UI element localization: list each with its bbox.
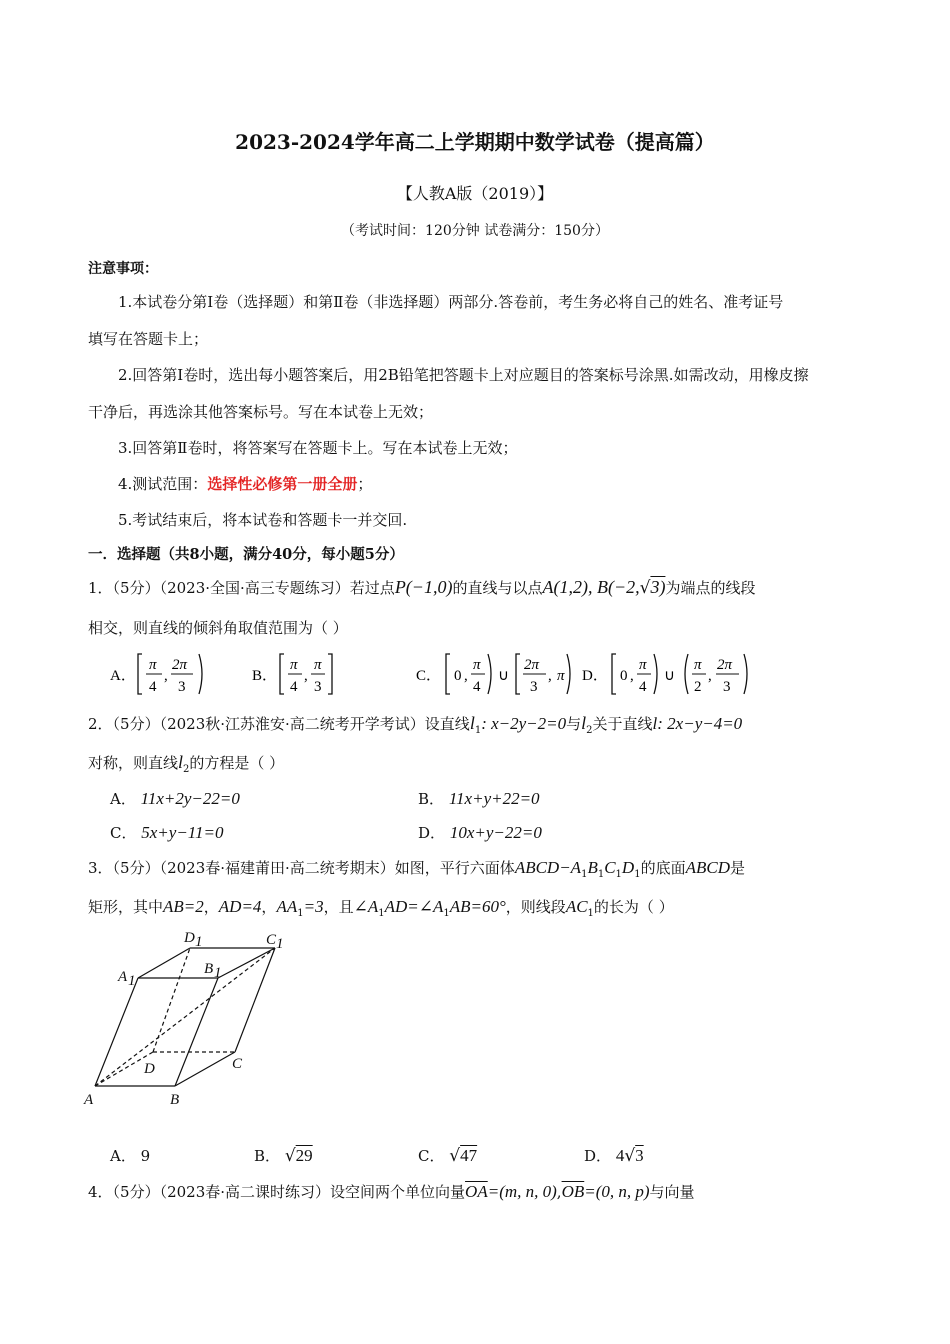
q1-option-a-label[interactable]: A． (110, 668, 136, 684)
q2-c-label: C． (110, 824, 137, 842)
q2-a-label: A． (110, 790, 136, 808)
label-a1: A (118, 969, 128, 985)
q4-oa: $\overline{OA}$ (465, 1182, 488, 1201)
q3-sub-d1: 1 (634, 869, 641, 880)
question-3-line-1: 3．（5分）（2023春·福建莆田·高二统考期末）如图，平行六面体$ABCD-A_1B_1C_1D_1$的底面ABCD是 (88, 858, 745, 880)
q2-l1-sub: 1 (474, 725, 482, 736)
q3-line2-a: 矩形，其中 (88, 898, 164, 916)
q3-angle2-sub: 1 (443, 908, 450, 919)
q1-b-num1: π (290, 657, 298, 673)
q3-ac1: AC (565, 897, 588, 916)
q1-a-paren-right (199, 654, 202, 694)
q2-l2-sub: 2 (586, 725, 593, 736)
q3-b-label: B． (254, 1147, 281, 1165)
label-c1-sub: 1 (276, 936, 284, 952)
q3-sep1: ， (203, 898, 219, 916)
q3-base: ABCD (685, 858, 730, 877)
question-2-line-2 (88, 752, 284, 775)
edge-b1c1 (218, 948, 275, 978)
q1-d-bracket-left (612, 654, 616, 694)
q1-c-comma2: , (548, 668, 552, 684)
q1-d-union: ∪ (664, 668, 675, 684)
q1-a-comma: , (164, 668, 168, 684)
q2-mid2: 关于直线 (592, 715, 653, 733)
question-3-line-2 (88, 896, 674, 919)
q3-option-d[interactable] (584, 1145, 644, 1166)
q3-b-sqrt-icon: √ (284, 1146, 296, 1166)
note-4-suffix: ； (357, 475, 373, 493)
q4-ob: $\overline{OB}$ (561, 1182, 585, 1201)
q2-c-value: 5x+y−11=0 (141, 823, 224, 842)
q3-ask: ，则线段 (505, 898, 566, 916)
q1-a-den1: 4 (149, 679, 157, 695)
exam-time-info: （考试时间：120分钟 试卷满分：150分） (341, 223, 609, 239)
note-5: 5.考试结束后，将本试卷和答题卡一并交回. (118, 511, 408, 529)
q2-d-label: D． (418, 824, 446, 842)
q3-meta: （5分）（2023春·福建莆田·高二统考期末）如图，平行六面体 (112, 859, 515, 877)
q3-sub-b1: 1 (597, 869, 605, 880)
label-b: B (170, 1092, 180, 1108)
parallelepiped-figure (80, 926, 300, 1108)
q3-ask-end: 的长为（ ） (593, 898, 674, 916)
q3-ad: AD=4 (218, 897, 262, 916)
q4-meta: （5分）（2023春·高二课时练习）设空间两个单位向量 (112, 1183, 466, 1201)
q1-c-paren-right2 (567, 654, 570, 694)
q3-sub-c1: 1 (615, 869, 622, 880)
q4-end: 与向量 (649, 1183, 695, 1201)
note-2-line-2: 干净后，再选涂其他答案标号。写在本试卷上无效； (88, 403, 434, 421)
q1-root3: 3) (650, 577, 666, 597)
q2-option-b[interactable] (418, 788, 540, 809)
q3-end: 是 (729, 859, 745, 877)
q4-ob-val: =(0, n, p) (584, 1182, 650, 1201)
q3-aa1-val: =3 (303, 897, 324, 916)
q3-c-value: 47 (460, 1146, 478, 1165)
q1-meta: （5分）（2023·全国·高三专题练习）若过点 (112, 579, 395, 597)
q1-a-num2: 2π (172, 657, 188, 673)
q2-l2-again: l (178, 752, 184, 772)
question-4-line-1: 4．（5分）（2023春·高二课时练习）设空间两个单位向量$\overline{OA}=(m$, n, $0),\overline{OB}=(0$, n, p)与向量 (88, 1182, 695, 1201)
q1-stem-mid: 的直线与以点 (452, 579, 543, 597)
q4-oa-val: =(m, n, 0) (487, 1182, 557, 1201)
q2-mid: 与 (566, 715, 582, 733)
q1-a-num1: π (149, 657, 157, 673)
edge-bb1 (175, 978, 218, 1086)
q1-d-num2: π (694, 657, 702, 673)
q1-d-zero: 0 (620, 668, 628, 684)
q1-c-comma1: , (464, 668, 468, 684)
q2-b-value: 11x+y+22=0 (448, 789, 540, 808)
q1-d-den1: 4 (639, 679, 647, 695)
q3-a-label: A． (110, 1147, 136, 1165)
q1-d-den2: 2 (694, 679, 702, 695)
q1-d-paren-right (654, 654, 657, 694)
q3-d-root: 3 (635, 1146, 644, 1165)
q3-option-b[interactable] (254, 1145, 313, 1166)
q3-angle1b: AD=∠A (384, 897, 444, 916)
q3-b-value: 29 (295, 1146, 313, 1165)
q1-c-zero: 0 (454, 668, 462, 684)
q1-option-b-label[interactable]: B． (252, 668, 278, 684)
q2-l1-eq: : x−2y−2=0 (481, 714, 567, 733)
q2-option-c[interactable] (110, 822, 224, 843)
edge-cc1 (235, 948, 275, 1052)
q2-l2-sub-again: 2 (183, 764, 190, 775)
edge-dd1 (153, 948, 190, 1052)
q3-sep2: ， (261, 898, 277, 916)
label-d1-sub: 1 (195, 934, 203, 950)
q1-d-comma2: , (708, 668, 712, 684)
page-title: 2023-2024学年高二上学期期中数学试卷（提高篇） (235, 130, 715, 154)
note-4 (118, 473, 372, 494)
q1-d-paren-right2 (744, 654, 747, 694)
q3-aa1: AA (276, 897, 298, 916)
edge-a1d1 (138, 948, 190, 978)
q1-a-den2: 3 (178, 679, 186, 695)
q1-b-den2: 3 (314, 679, 322, 695)
q4-number: 4． (88, 1183, 113, 1201)
label-a1-sub: 1 (128, 973, 136, 989)
q2-option-d[interactable] (418, 822, 542, 843)
q2-line2-b: 的方程是（ ） (189, 754, 285, 772)
q3-solid: ABCD−A (514, 858, 582, 877)
label-c: C (232, 1056, 243, 1072)
note-4-scope: 选择性必修第一册全册 (207, 475, 358, 493)
q2-meta: （5分）（2023秋·江苏淮安·高二统考开学考试）设直线 (112, 715, 470, 733)
note-3: 3.回答第Ⅱ卷时，将答案写在答题卡上。写在本试卷上无效； (118, 439, 518, 457)
q1-c-den2: 3 (530, 679, 538, 695)
q3-aa1-sub: 1 (297, 908, 304, 919)
q2-l1: l (469, 713, 475, 733)
q1-options (100, 648, 780, 700)
q3-sub-a1: 1 (581, 869, 588, 880)
q2-line2-a: 对称，则直线 (88, 754, 179, 772)
q3-number: 3． (88, 859, 113, 877)
q3-d-sqrt-icon: √ (624, 1146, 636, 1166)
q3-c-sqrt-icon: √ (449, 1146, 461, 1166)
q1-b-den1: 4 (290, 679, 298, 695)
note-4-prefix: 4.测试范围： (118, 475, 208, 493)
q1-stem-end: 为端点的线段 (665, 579, 756, 597)
q1-number: 1． (88, 579, 113, 597)
q2-number: 2． (88, 715, 113, 733)
label-b1-sub: 1 (214, 965, 222, 981)
q1-option-d-label[interactable]: D． (582, 668, 608, 684)
label-a: A (84, 1092, 94, 1108)
q3-ac1-sub: 1 (587, 908, 594, 919)
q3-angle1: ∠A (353, 897, 379, 916)
q2-b-label: B． (418, 790, 445, 808)
q1-a-bracket-left (138, 654, 142, 694)
q3-d-coef: 4 (615, 1146, 625, 1165)
q1-b-num2: π (314, 657, 322, 673)
note-1-line-1: 1.本试卷分第Ⅰ卷（选择题）和第Ⅱ卷（非选择题）两部分.答卷前，考生务必将自己的姓名、准考证号 (118, 293, 784, 311)
edition-label: 【人教A版（2019）】 (396, 184, 554, 203)
q3-d-label: D． (584, 1147, 612, 1165)
question-1-line-2: 相交，则直线的倾斜角取值范围为（ ） (88, 619, 348, 637)
q3-a-value: 9 (140, 1147, 151, 1165)
q1-points-ab: A(1,2), B(−2, (542, 577, 640, 597)
q1-d-num1: π (639, 657, 647, 673)
q2-a-value: 11x+2y−22=0 (140, 789, 240, 808)
label-c1: C (266, 932, 277, 948)
question-2-line-1 (88, 713, 742, 736)
q3-angle2b: AB=60° (449, 897, 506, 916)
q1-d-comma1: , (630, 668, 634, 684)
q3-option-c[interactable] (418, 1145, 477, 1166)
q2-d-value: 10x+y−22=0 (449, 823, 542, 842)
q1-sqrt-icon: √ (639, 578, 651, 598)
label-d: D (144, 1061, 155, 1077)
q1-c-num2: 2π (524, 657, 540, 673)
q1-c-den1: 4 (473, 679, 481, 695)
q1-c-paren-right (488, 654, 491, 694)
q1-option-c-label[interactable]: C． (416, 668, 442, 684)
q3-c-label: C． (418, 1147, 445, 1165)
label-b1: B (204, 961, 214, 977)
q1-b-bracket-right (328, 654, 332, 694)
note-1-line-2: 填写在答题卡上； (88, 330, 209, 348)
q2-l-eq: l: 2x−y−4=0 (652, 714, 743, 733)
q1-c-pi: π (557, 668, 565, 684)
q1-d-den3: 3 (723, 679, 731, 695)
q1-d-num3: 2π (717, 657, 733, 673)
q1-c-num1: π (473, 657, 481, 673)
q3-angle1-sub: 1 (378, 908, 385, 919)
q3-cond-a: ，且 (323, 898, 354, 916)
q2-option-a[interactable] (110, 788, 240, 809)
q2-l2: l (581, 713, 587, 733)
q3-ab: AB=2 (163, 897, 204, 916)
q1-c-bracket-left (446, 654, 450, 694)
q1-d-paren-left2 (685, 654, 688, 694)
question-1-line-1 (88, 577, 755, 598)
q1-b-comma: , (304, 668, 308, 684)
q1-b-bracket-left (280, 654, 284, 694)
notes-heading: 注意事项： (88, 261, 158, 277)
label-d1: D (184, 930, 195, 946)
q1-c-union: ∪ (498, 668, 509, 684)
note-2-line-1: 2.回答第Ⅰ卷时，选出每小题答案后，用2B铅笔把答题卡上对应题目的答案标号涂黑.如需改动，用橡皮擦 (118, 366, 809, 384)
q3-mid: 的底面 (640, 859, 686, 877)
section-heading: 一．选择题（共8小题，满分40分，每小题5分） (88, 546, 404, 563)
q1-point-p: P(−1,0) (394, 577, 453, 597)
edge-aa1 (95, 978, 138, 1086)
edge-bc (175, 1052, 235, 1086)
q1-c-bracket-left2 (516, 654, 520, 694)
q3-option-a[interactable] (110, 1145, 150, 1166)
